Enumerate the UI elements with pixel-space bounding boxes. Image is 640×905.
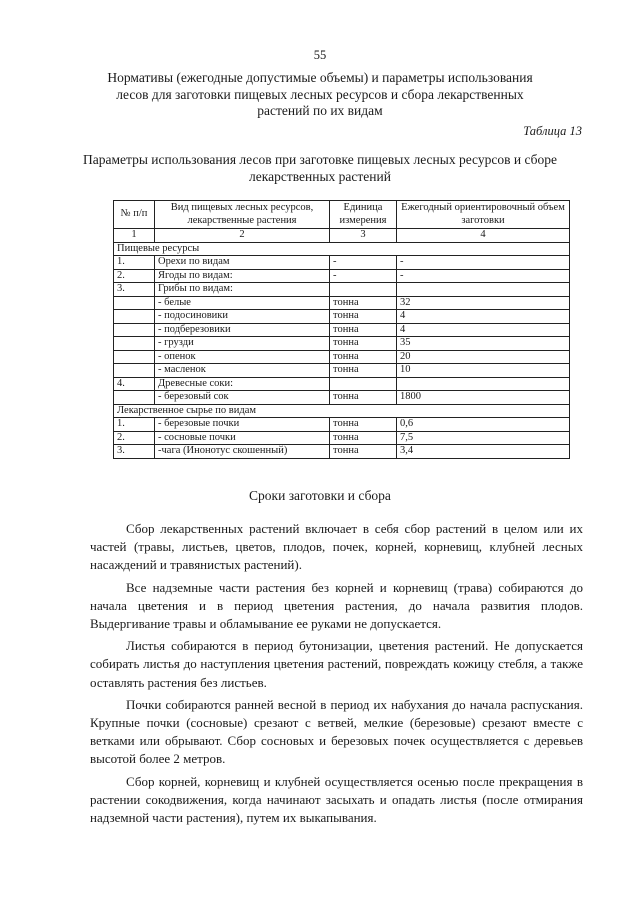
row-number: 2. — [114, 431, 155, 445]
unit-cell: тонна — [330, 431, 397, 445]
volume-cell: - — [397, 256, 570, 270]
resource-name: - белые — [155, 296, 330, 310]
unit-cell: тонна — [330, 391, 397, 405]
row-number: 4. — [114, 377, 155, 391]
column-number-row — [114, 229, 570, 243]
header-annual-volume: Ежегодный ориентировочный объем заготовки — [397, 201, 570, 229]
table-row — [114, 296, 570, 310]
document-heading: Нормативы (ежегодные допустимые объемы) и параметры использования лесов для заготовки пищевых лесных ресурсов и сбора лекарственных растений по их видам — [107, 70, 533, 118]
column-number: 2 — [155, 229, 330, 243]
table-row — [114, 310, 570, 324]
resource-name: - опенок — [155, 350, 330, 364]
volume-cell: 7,5 — [397, 431, 570, 445]
table-section-row — [114, 404, 570, 418]
paragraph: Сбор корней, корневищ и клубней осуществляется осенью после прекращения в растении сокодвижения, когда начинают засыхать и опадать листья (после отмирания надземной части растения), путем их выкапывания. — [90, 773, 583, 826]
row-number: 3. — [114, 445, 155, 459]
header-unit: Единица измерения — [330, 201, 397, 229]
table-row — [114, 391, 570, 405]
table-body — [114, 242, 570, 458]
unit-cell — [330, 377, 397, 391]
unit-cell: тонна — [330, 337, 397, 351]
table-row — [114, 323, 570, 337]
unit-cell: тонна — [330, 418, 397, 432]
paragraph: Сбор лекарственных растений включает в себя сбор растений в целом или их частей (травы, листьев, цветов, плодов, почек, корней, корневищ, клубней лесных насаждений и травянистых растений). — [90, 521, 583, 573]
table-row — [114, 337, 570, 351]
resource-name: Орехи по видам — [155, 256, 330, 270]
resource-name: Грибы по видам: — [155, 283, 330, 297]
row-number — [114, 391, 155, 405]
resource-name: - березовые почки — [155, 418, 330, 432]
section-title: Сроки заготовки и сбора — [249, 488, 391, 503]
volume-cell: 4 — [397, 323, 570, 337]
column-number: 3 — [330, 229, 397, 243]
paragraph: Почки собираются ранней весной в период их набухания до начала распускания. Крупные почки (сосновые) срезают с ветвей, мелкие (березовые) срезают вместе с ветками или обрывают. Сбор сосновых и березовых почек осуществляется с деревьев высотой более 2 метров. — [90, 696, 583, 767]
section-label: Пищевые ресурсы — [114, 242, 570, 256]
table-row — [114, 269, 570, 283]
row-number — [114, 323, 155, 337]
row-number: 1. — [114, 418, 155, 432]
volume-cell: 3,4 — [397, 445, 570, 459]
row-number — [114, 310, 155, 324]
resource-name: - березовый сок — [155, 391, 330, 405]
table-row — [114, 445, 570, 459]
resource-name: - подосиновики — [155, 310, 330, 324]
unit-cell — [330, 283, 397, 297]
unit-cell: - — [330, 269, 397, 283]
paragraph: Все надземные части растения без корней и корневищ (трава) собираются до начала цветения и в период цветения растения, до начала развития плодов. Выдергивание травы и обламывание ее руками не допускается. — [90, 579, 583, 632]
volume-cell: 32 — [397, 296, 570, 310]
resource-name: Ягоды по видам: — [155, 269, 330, 283]
paragraph: Листья собираются в период бутонизации, цветения растений. Не допускается собирать листья до наступления цветения растений, повреждать кожицу стебля, а также оставлять растения без листьев. — [90, 638, 583, 690]
header-resource-type: Вид пищевых лесных ресурсов, лекарственные растения — [155, 201, 330, 229]
volume-cell — [397, 377, 570, 391]
resource-name: Древесные соки: — [155, 377, 330, 391]
row-number: 2. — [114, 269, 155, 283]
section-label: Лекарственное сырье по видам — [114, 404, 570, 418]
parameters-table — [113, 200, 570, 459]
table-row — [114, 377, 570, 391]
unit-cell: тонна — [330, 296, 397, 310]
table-row — [114, 364, 570, 378]
row-number: 3. — [114, 283, 155, 297]
table-row — [114, 431, 570, 445]
unit-cell: тонна — [330, 445, 397, 459]
resource-name: -чага (Инонотус скошенный) — [155, 445, 330, 459]
unit-cell: тонна — [330, 350, 397, 364]
body-text — [90, 520, 583, 831]
volume-cell — [397, 283, 570, 297]
volume-cell: 0,6 — [397, 418, 570, 432]
table-number: Таблица 13 — [523, 124, 582, 138]
volume-cell: 20 — [397, 350, 570, 364]
unit-cell: тонна — [330, 310, 397, 324]
volume-cell: 4 — [397, 310, 570, 324]
resource-name: - грузди — [155, 337, 330, 351]
volume-cell: 10 — [397, 364, 570, 378]
table-row — [114, 256, 570, 270]
volume-cell: 35 — [397, 337, 570, 351]
unit-cell: - — [330, 256, 397, 270]
column-number: 1 — [114, 229, 155, 243]
table-caption: Параметры использования лесов при заготовке пищевых лесных ресурсов и сборе лекарственных растений — [83, 152, 557, 184]
table-row — [114, 350, 570, 364]
table-row — [114, 283, 570, 297]
row-number — [114, 350, 155, 364]
resource-name: - сосновые почки — [155, 431, 330, 445]
row-number — [114, 296, 155, 310]
volume-cell: 1800 — [397, 391, 570, 405]
row-number — [114, 364, 155, 378]
header-number: № п/п — [114, 201, 155, 229]
table-header-row — [114, 201, 570, 229]
page-number: 55 — [313, 48, 327, 62]
column-number: 4 — [397, 229, 570, 243]
unit-cell: тонна — [330, 364, 397, 378]
volume-cell: - — [397, 269, 570, 283]
resource-name: - масленок — [155, 364, 330, 378]
row-number: 1. — [114, 256, 155, 270]
unit-cell: тонна — [330, 323, 397, 337]
row-number — [114, 337, 155, 351]
table-section-row — [114, 242, 570, 256]
table-row — [114, 418, 570, 432]
resource-name: - подберезовики — [155, 323, 330, 337]
